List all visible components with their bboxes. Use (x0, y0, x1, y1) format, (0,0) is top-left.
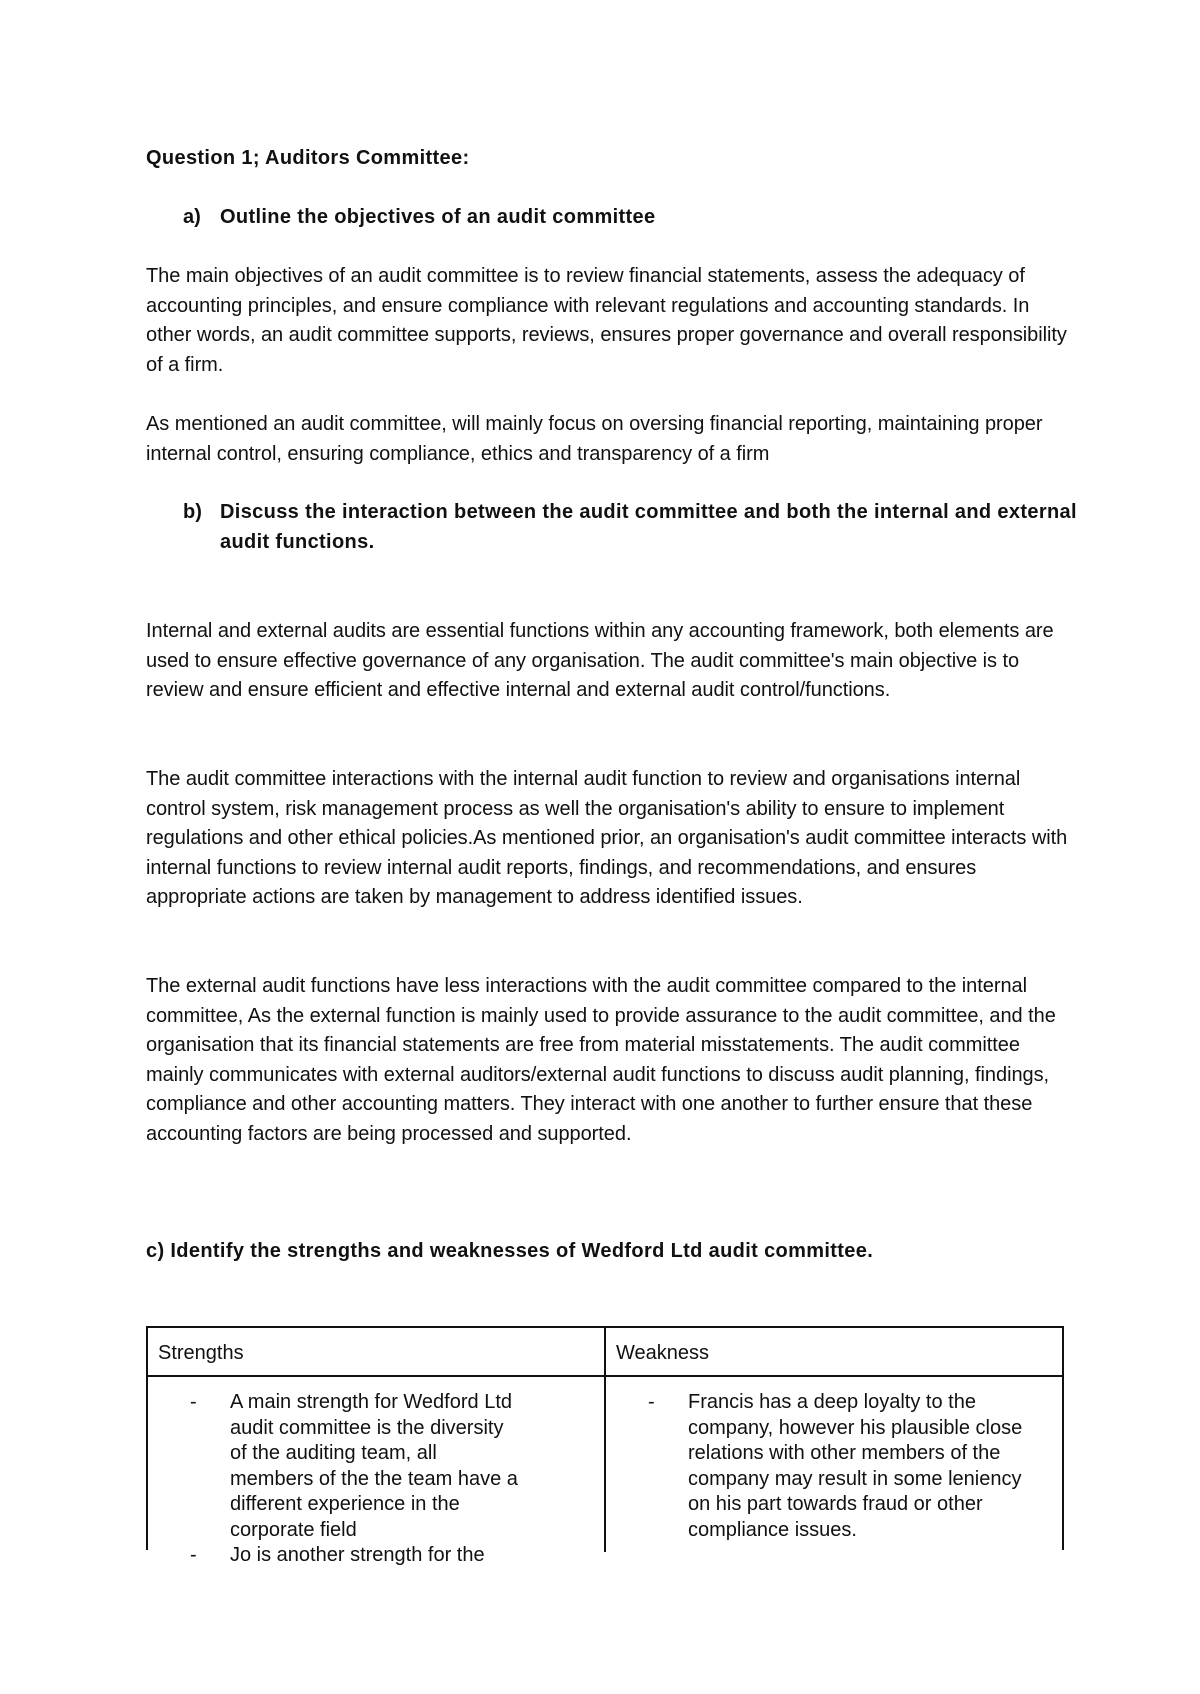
part-a-paragraph-2: As mentioned an audit committee, will mainly focus on oversing financial reporting, maintaining proper internal control, ensuring compliance, ethics and transparency of a firm (146, 413, 1043, 465)
bullet-dash: - (190, 1544, 197, 1566)
part-b-paragraph-2: The audit committee interactions with the internal audit function to review and organisations internal control system, risk management process as well the organisation's ability to ensure to implement regulations and other ethical policies.As mentioned prior, an organisation's audit committee interacts with internal functions to review internal audit reports, findings, and recommendations, and ensures appropriate actions are taken by management to address identified issues. (146, 768, 1068, 908)
weakness-text: Francis has a deep loyalty to the company, however his plausible close relations with other members of the company may result in some leniency on his part towards fraud or other compliance issues. (688, 1391, 1023, 1541)
table-row-divider (148, 1375, 1062, 1377)
weaknesses-list (648, 1390, 1028, 1543)
part-c-heading: c) Identify the strengths and weaknesses of Wedford Ltd audit committee. (146, 1240, 874, 1262)
part-b-paragraph-3: The external audit functions have less interactions with the audit committee compared to the internal committee, As the external function is mainly used to provide assurance to the audit committee, and the organisation that its financial statements are free from material misstatements. The audit committee mainly communicates with external auditors/external audit functions to discuss audit planning, findings, compliance and other accounting matters. They interact with one another to further ensure that these accounting factors are being processed and supported. (146, 975, 1056, 1145)
table-header-strengths: Strengths (158, 1342, 244, 1364)
part-a-marker: a) (183, 206, 201, 228)
strengths-list (190, 1390, 520, 1569)
bullet-dash: - (190, 1391, 197, 1413)
list-item (648, 1390, 1028, 1543)
part-b-heading: Discuss the interaction between the audit committee and both the internal and external audit functions. (220, 501, 1077, 553)
part-b-paragraph-1: Internal and external audits are essential functions within any accounting framework, both elements are used to ensure effective governance of any organisation. The audit committee's main objective is to review and ensure efficient and effective internal and external audit control/functions. (146, 620, 1054, 701)
part-b-marker: b) (183, 501, 202, 523)
table-header-weakness: Weakness (616, 1342, 710, 1364)
bullet-dash: - (648, 1391, 655, 1413)
list-item (190, 1543, 520, 1569)
strength-text: A main strength for Wedford Ltd audit committee is the diversity of the auditing team, all members of the the team have a different experience in the corporate field (230, 1391, 518, 1541)
question-title: Question 1; Auditors Committee: (146, 147, 470, 169)
part-a-paragraph-1: The main objectives of an audit committee is to review financial statements, assess the adequacy of accounting principles, and ensure compliance with relevant regulations and accounting standards. In other words, an audit committee supports, reviews, ensures proper governance and overall responsibility of a firm. (146, 265, 1067, 376)
table-column-divider (604, 1328, 606, 1552)
strengths-weaknesses-table (146, 1326, 1064, 1566)
list-item (190, 1390, 520, 1543)
strength-text: Jo is another strength for the (230, 1544, 485, 1566)
part-a-heading: Outline the objectives of an audit committee (220, 206, 656, 228)
